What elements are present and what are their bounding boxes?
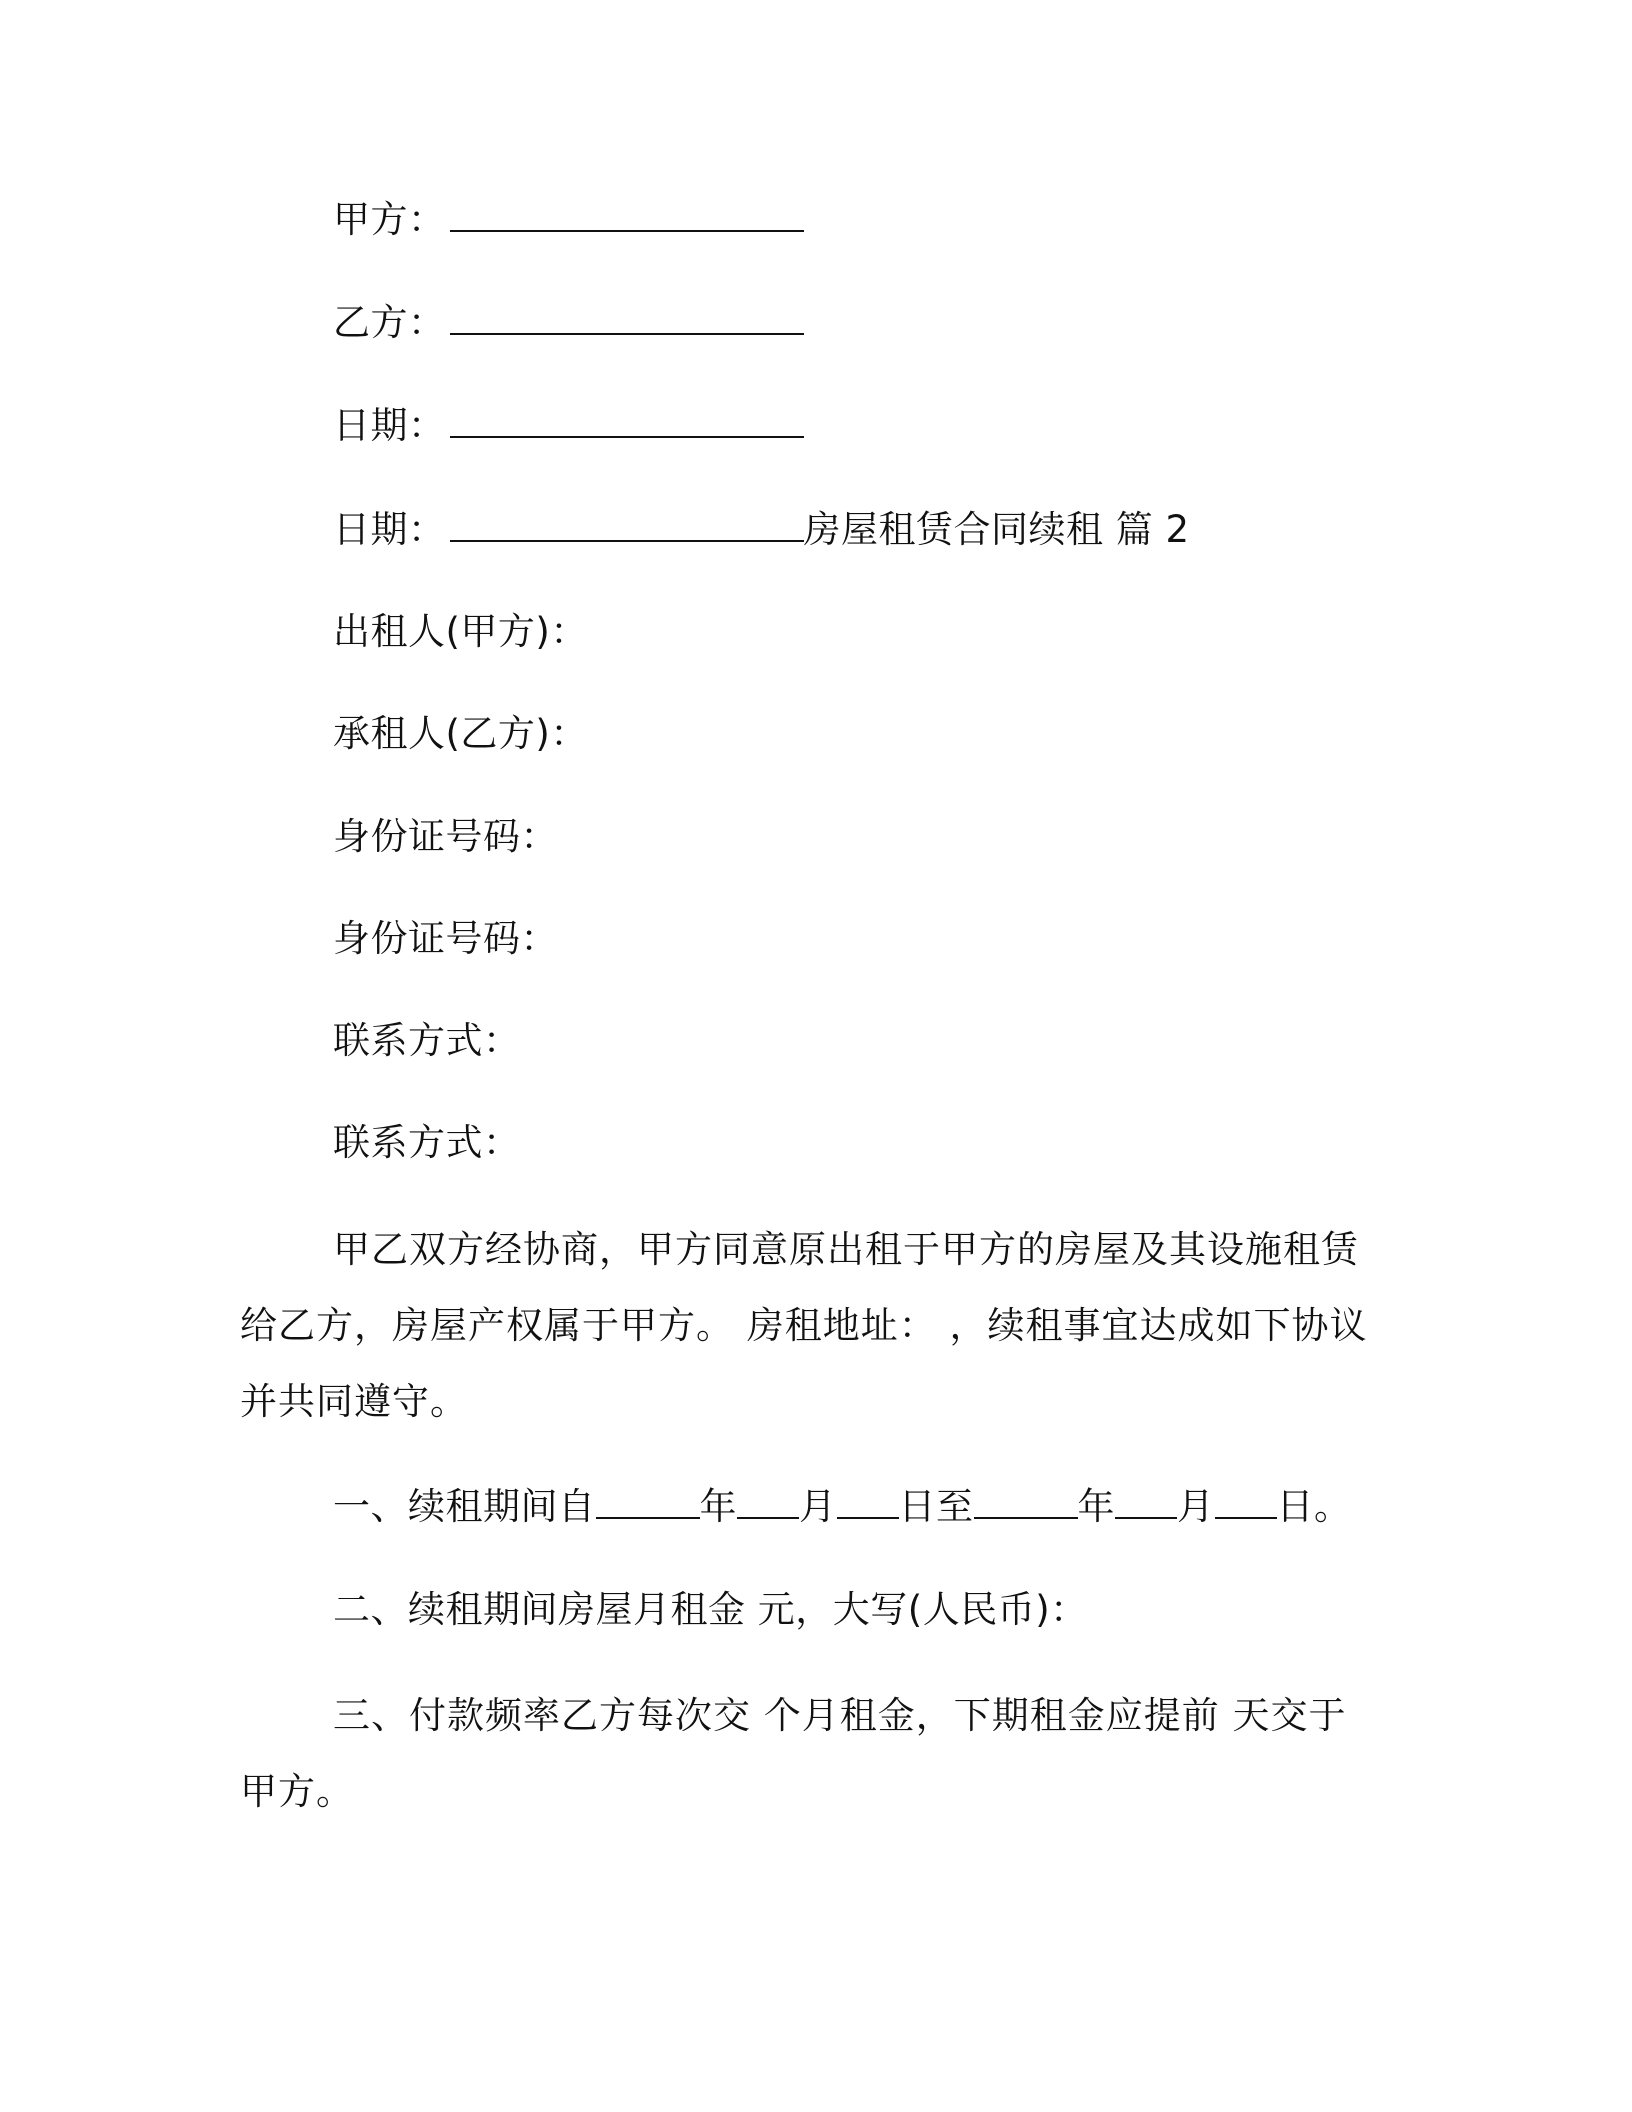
clause-2: 二、续租期间房屋月租金 元，大写(人民币)： bbox=[333, 1588, 1088, 1631]
date-blank-1 bbox=[450, 402, 804, 438]
lessee-field: 承租人(乙方)： bbox=[333, 712, 588, 755]
date-line-2 bbox=[333, 506, 1190, 554]
contact-field-b: 联系方式： bbox=[333, 1121, 521, 1164]
end-day-blank bbox=[1215, 1483, 1277, 1519]
clause-1-month-label: 月 bbox=[799, 1485, 837, 1528]
clause-1-end-month-label: 月 bbox=[1177, 1485, 1215, 1528]
clause-1-end-year-label: 年 bbox=[1077, 1485, 1115, 1528]
party-b-signature-line bbox=[333, 299, 804, 347]
clause-1-prefix: 一、续租期间自 bbox=[333, 1485, 596, 1528]
date-label-1: 日期： bbox=[333, 404, 446, 447]
party-b-label: 乙方： bbox=[333, 301, 446, 344]
clause-1-year-label: 年 bbox=[699, 1485, 737, 1528]
start-month-blank bbox=[737, 1483, 799, 1519]
date-label-2: 日期： bbox=[333, 508, 446, 551]
end-year-blank bbox=[974, 1483, 1078, 1519]
id-number-field-b: 身份证号码： bbox=[333, 917, 558, 960]
clause-1-day-to-label: 日至 bbox=[898, 1485, 974, 1528]
start-year-blank bbox=[596, 1483, 700, 1519]
contact-field-a: 联系方式： bbox=[333, 1019, 521, 1062]
clause-1 bbox=[333, 1483, 1352, 1531]
date-blank-2 bbox=[450, 506, 804, 542]
lessor-field: 出租人(甲方)： bbox=[333, 610, 588, 653]
party-a-label: 甲方： bbox=[333, 198, 446, 241]
section-title: 房屋租赁合同续租 篇 2 bbox=[803, 508, 1190, 551]
clause-1-end-label: 日。 bbox=[1276, 1485, 1352, 1528]
intro-paragraph: 甲乙双方经协商，甲方同意原出租于甲方的房屋及其设施租赁给乙方，房屋产权属于甲方。 房租地址： ，续租事宜达成如下协议并共同遵守。 bbox=[240, 1228, 1368, 1423]
party-a-signature-line bbox=[333, 196, 804, 244]
party-a-blank bbox=[450, 196, 804, 232]
end-month-blank bbox=[1115, 1483, 1177, 1519]
date-line-1 bbox=[333, 402, 804, 450]
party-b-blank bbox=[450, 299, 804, 335]
start-day-blank bbox=[837, 1483, 899, 1519]
clause-3: 三、付款频率乙方每次交 个月租金，下期租金应提前 天交于甲方。 bbox=[240, 1694, 1347, 1813]
id-number-field-a: 身份证号码： bbox=[333, 815, 558, 858]
